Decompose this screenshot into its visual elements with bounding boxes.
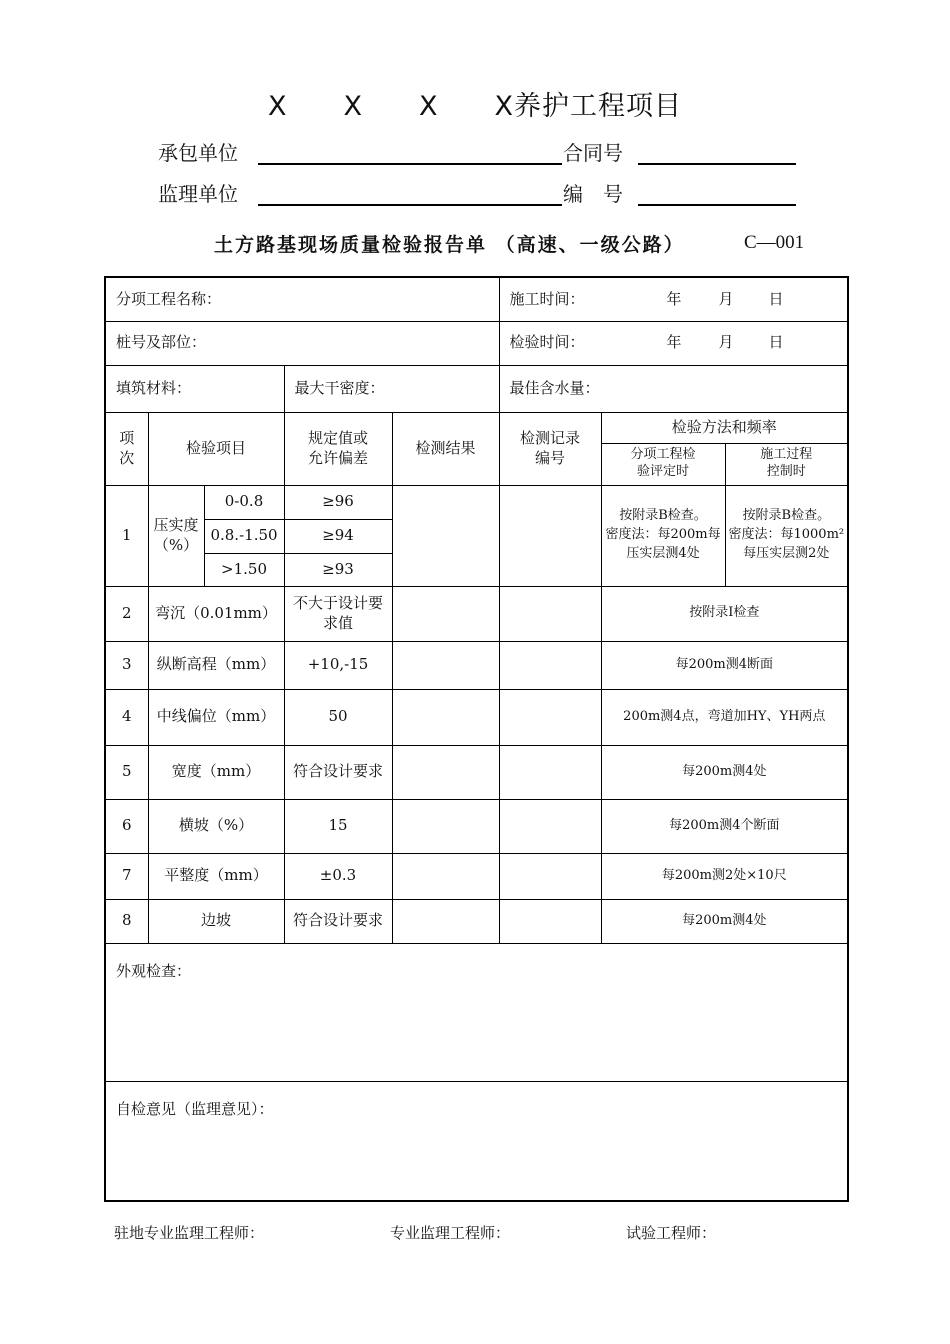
supervisor-field[interactable] <box>258 204 562 206</box>
table-row <box>105 853 848 899</box>
row-no: 7 <box>105 853 148 899</box>
col-item: 检验项目 <box>148 412 284 485</box>
row-range: 0.8.-1.50 <box>204 519 284 553</box>
table-row <box>105 799 848 853</box>
row-no: 6 <box>105 799 148 853</box>
row-item: 平整度（mm） <box>148 853 284 899</box>
row-spec: 15 <box>284 799 392 853</box>
result-input[interactable] <box>392 641 499 689</box>
result-input[interactable] <box>392 853 499 899</box>
row-method: 每200m测4个断面 <box>601 799 848 853</box>
contractor-field[interactable] <box>258 163 562 165</box>
row-item: 宽度（mm） <box>148 745 284 799</box>
record-no-input[interactable] <box>499 586 601 641</box>
page-title: X X X X养护工程项目 <box>268 91 682 122</box>
row-spec: ≥94 <box>284 519 392 553</box>
record-no-input[interactable] <box>499 853 601 899</box>
resident-engineer-label: 驻地专业监理工程师： <box>114 1224 265 1242</box>
result-input[interactable] <box>392 689 499 745</box>
table-row <box>105 689 848 745</box>
col-method-eval: 分项工程检 验评定时 <box>601 443 725 485</box>
row-no: 5 <box>105 745 148 799</box>
row-spec: 50 <box>284 689 392 745</box>
serial-field[interactable] <box>638 204 796 206</box>
record-no-input[interactable] <box>499 641 601 689</box>
row-no: 3 <box>105 641 148 689</box>
row-item: 弯沉（0.01mm） <box>148 586 284 641</box>
col-result: 检测结果 <box>392 412 499 485</box>
serial-label: 编 号 <box>563 182 623 206</box>
row-range: 0-0.8 <box>204 485 284 519</box>
fill-material-cell[interactable]: 填筑材料： <box>105 365 284 412</box>
result-input[interactable] <box>392 799 499 853</box>
result-input[interactable] <box>392 485 499 586</box>
row-no: 8 <box>105 899 148 943</box>
subproject-name-cell[interactable]: 分项工程名称： <box>105 277 499 321</box>
row-spec: ≥96 <box>284 485 392 519</box>
table-row <box>105 641 848 689</box>
col-method-group: 检验方法和频率 <box>601 412 848 443</box>
inspection-time-cell[interactable]: 检验时间： 年 月 日 <box>499 321 848 365</box>
row-spec: 不大于设计要 求值 <box>284 586 392 641</box>
max-dry-density-cell[interactable]: 最大干密度： <box>284 365 499 412</box>
row-method: 每200m测2处×10尺 <box>601 853 848 899</box>
row-no: 1 <box>105 485 148 586</box>
row-method-eval: 按附录B检查。 密度法：每200m每 压实层测4处 <box>601 485 725 586</box>
row-spec: 符合设计要求 <box>284 745 392 799</box>
row-method: 200m测4点，弯道加HY、YH两点 <box>601 689 848 745</box>
row-method: 每200m测4断面 <box>601 641 848 689</box>
row-spec: ±0.3 <box>284 853 392 899</box>
row-no: 4 <box>105 689 148 745</box>
result-input[interactable] <box>392 899 499 943</box>
row-method-process: 按附录B检查。 密度法：每1000m² 每压实层测2处 <box>725 485 848 586</box>
result-input[interactable] <box>392 586 499 641</box>
contract-no-field[interactable] <box>638 163 796 165</box>
row-method: 每200m测4处 <box>601 745 848 799</box>
appearance-check-cell[interactable] <box>105 943 848 1081</box>
row-item: 边坡 <box>148 899 284 943</box>
row-item: 横坡（%） <box>148 799 284 853</box>
test-engineer-label: 试验工程师： <box>626 1224 717 1242</box>
row-item: 压实度 （%） <box>148 485 204 586</box>
record-no-input[interactable] <box>499 745 601 799</box>
construction-time-cell[interactable]: 施工时间： 年 月 日 <box>499 277 848 321</box>
row-spec: 符合设计要求 <box>284 899 392 943</box>
col-item-no: 项 次 <box>105 412 148 485</box>
row-method: 按附录I检查 <box>601 586 848 641</box>
opinion-cell[interactable] <box>105 1081 848 1201</box>
col-method-process: 施工过程 控制时 <box>725 443 848 485</box>
inspection-table <box>104 276 849 1202</box>
supervisor-label: 监理单位 <box>158 182 238 206</box>
table-row <box>105 899 848 943</box>
row-item: 中线偏位（mm） <box>148 689 284 745</box>
specialist-engineer-label: 专业监理工程师： <box>390 1224 511 1242</box>
col-record-no: 检测记录 编号 <box>499 412 601 485</box>
table-row <box>105 586 848 641</box>
contract-no-label: 合同号 <box>563 141 623 165</box>
appearance-check-label: 外观检查： <box>116 961 192 980</box>
record-no-input[interactable] <box>499 689 601 745</box>
result-input[interactable] <box>392 745 499 799</box>
row-item: 纵断高程（mm） <box>148 641 284 689</box>
record-no-input[interactable] <box>499 899 601 943</box>
station-location-cell[interactable]: 桩号及部位： <box>105 321 499 365</box>
row-spec: ≥93 <box>284 553 392 586</box>
record-no-input[interactable] <box>499 799 601 853</box>
record-no-input[interactable] <box>499 485 601 586</box>
col-spec: 规定值或 允许偏差 <box>284 412 392 485</box>
opinion-label: 自检意见（监理意见）： <box>116 1099 274 1118</box>
form-title: 土方路基现场质量检验报告单 （高速、一级公路） <box>214 234 685 256</box>
table-row <box>105 485 848 519</box>
form-code: C—001 <box>744 232 805 253</box>
row-range: >1.50 <box>204 553 284 586</box>
row-method: 每200m测4处 <box>601 899 848 943</box>
table-row <box>105 745 848 799</box>
row-spec: +10,-15 <box>284 641 392 689</box>
row-no: 2 <box>105 586 148 641</box>
optimum-moisture-cell[interactable]: 最佳含水量： <box>499 365 848 412</box>
contractor-label: 承包单位 <box>158 141 238 165</box>
